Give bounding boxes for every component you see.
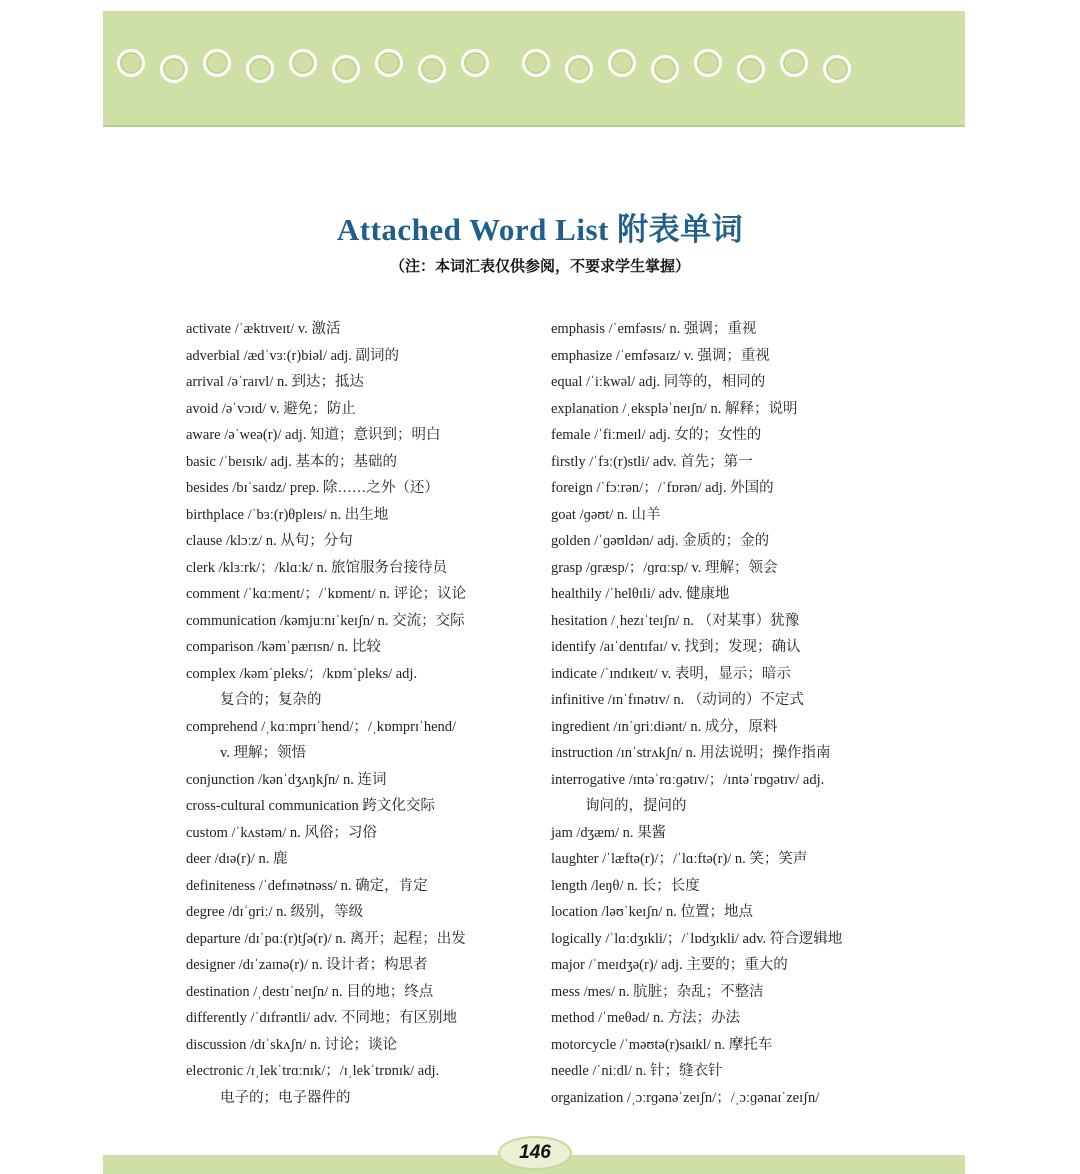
word-entry: instruction /ɪnˈstrʌkʃn/ n. 用法说明；操作指南 <box>551 745 831 761</box>
ring-icon <box>651 55 679 83</box>
word-entry: emphasis /ˈemfəsɪs/ n. 强调；重视 <box>551 321 757 337</box>
word-entry: differently /ˈdɪfrəntli/ adv. 不同地；有区别地 <box>186 1010 458 1026</box>
word-entry: ingredient /ɪnˈɡriːdiənt/ n. 成分，原料 <box>551 718 778 735</box>
word-entry: jam /dʒæm/ n. 果酱 <box>551 824 667 841</box>
word-entry-continuation: v. 理解；领悟 <box>220 745 307 761</box>
word-entry: laughter /ˈlæftə(r)/；/ˈlɑːftə(r)/ n. 笑；笑声 <box>551 851 808 867</box>
word-entry: comparison /kəmˈpærɪsn/ n. 比较 <box>186 639 381 655</box>
ring-icon <box>289 49 317 77</box>
ring-icon <box>608 49 636 77</box>
word-entry: departure /dɪˈpɑː(r)tʃə(r)/ n. 离开；起程；出发 <box>186 930 466 947</box>
word-entry: degree /dɪˈɡriː/ n. 级别，等级 <box>186 904 364 920</box>
word-entry: conjunction /kənˈdʒʌŋkʃn/ n. 连词 <box>186 771 387 788</box>
word-entry: comment /ˈkɑːment/；/ˈkɒment/ n. 评论；议论 <box>186 586 467 602</box>
word-entry-continuation: 询问的，提问的 <box>585 798 687 814</box>
word-entry: hesitation /ˌhezɪˈteɪʃn/ n. （对某事）犹豫 <box>551 612 800 629</box>
word-entry-continuation: 电子的；电子器件的 <box>220 1089 351 1106</box>
ring-icon <box>117 49 145 77</box>
ring-icon <box>737 55 765 83</box>
word-entry: logically /ˈlɑːdʒɪkli/；/ˈlɒdʒɪkli/ adv. 符合逻辑地 <box>551 930 843 947</box>
page-title: Attached Word List 附表单词 <box>336 212 744 247</box>
word-list-left-column <box>186 316 531 1111</box>
word-entry: length /leŋθ/ n. 长；长度 <box>551 877 700 894</box>
word-entry: clause /klɔːz/ n. 从句；分句 <box>186 533 353 549</box>
word-entry: motorcycle /ˈməʊtə(r)saɪkl/ n. 摩托车 <box>551 1036 773 1053</box>
word-entry: electronic /ɪˌlekˈtrɑːnɪk/；/ɪˌlekˈtrɒnɪk/ adj. <box>186 1063 440 1079</box>
ring-icon <box>694 49 722 77</box>
word-entry: healthily /ˈhelθɪli/ adv. 健康地 <box>551 586 730 602</box>
word-entry: foreign /ˈfɔːrən/；/ˈfɒrən/ adj. 外国的 <box>551 480 774 496</box>
word-entry: clerk /klɜːrk/；/klɑːk/ n. 旅馆服务台接待员 <box>186 559 447 576</box>
word-entry: indicate /ˈɪndɪkeɪt/ v. 表明，显示；暗示 <box>551 665 791 682</box>
word-list-right-column <box>551 316 896 1111</box>
word-entry: complex /kəmˈpleks/；/kɒmˈpleks/ adj. <box>186 665 418 682</box>
word-entry: emphasize /ˈemfəsaɪz/ v. 强调；重视 <box>551 347 770 364</box>
word-entry: adverbial /ædˈvɜː(r)biəl/ adj. 副词的 <box>186 347 400 364</box>
word-entry: basic /ˈbeɪsɪk/ adj. 基本的；基础的 <box>186 453 398 470</box>
decorative-rings <box>117 49 851 83</box>
ring-icon <box>332 55 360 83</box>
page-header <box>0 204 1080 276</box>
word-entry: comprehend /ˌkɑːmprɪˈhend/；/ˌkɒmprɪˈhend/ <box>186 718 457 735</box>
word-entry-continuation: 复合的；复杂的 <box>220 692 322 708</box>
word-entry: firstly /ˈfɜː(r)stli/ adv. 首先；第一 <box>551 453 753 470</box>
ring-icon <box>203 49 231 77</box>
word-entry: deer /dɪə(r)/ n. 鹿 <box>186 851 288 867</box>
ring-icon <box>246 55 274 83</box>
word-entry: grasp /ɡræsp/；/ɡrɑːsp/ v. 理解；领会 <box>551 559 778 576</box>
header-decoration-band <box>103 11 965 125</box>
word-entry: destination /ˌdestɪˈneɪʃn/ n. 目的地；终点 <box>186 983 434 1000</box>
ring-icon <box>565 55 593 83</box>
word-entry: communication /kəmjuːnɪˈkeɪʃn/ n. 交流；交际 <box>186 612 465 629</box>
word-entry: infinitive /ɪnˈfɪnətɪv/ n. （动词的）不定式 <box>551 692 804 708</box>
word-entry: identify /aɪˈdentɪfaɪ/ v. 找到；发现；确认 <box>551 639 801 655</box>
page-note: （注：本词汇表仅供参阅，不要求学生掌握） <box>389 257 690 275</box>
word-entry: birthplace /ˈbɜː(r)θpleɪs/ n. 出生地 <box>186 506 389 523</box>
ring-icon <box>375 49 403 77</box>
ring-icon <box>418 55 446 83</box>
word-entry: equal /ˈiːkwəl/ adj. 同等的，相同的 <box>551 374 766 390</box>
word-entry: definiteness /ˈdefɪnətnəss/ n. 确定，肯定 <box>186 877 428 894</box>
word-entry: aware /əˈweə(r)/ adj. 知道；意识到；明白 <box>186 427 441 443</box>
word-entry: organization /ˌɔːrɡənəˈzeɪʃn/；/ˌɔːɡənaɪˈzeɪʃn/ <box>551 1089 820 1106</box>
word-entry: major /ˈmeɪdʒə(r)/ adj. 主要的；重大的 <box>551 957 788 973</box>
word-entry: cross-cultural communication 跨文化交际 <box>186 798 435 814</box>
ring-icon <box>461 49 489 77</box>
word-entry: goat /ɡəʊt/ n. 山羊 <box>551 506 661 523</box>
word-entry: besides /bɪˈsaɪdz/ prep. 除……之外（还） <box>186 480 439 496</box>
word-entry: arrival /əˈraɪvl/ n. 到达；抵达 <box>186 374 364 390</box>
word-entry: activate /ˈæktɪveɪt/ v. 激活 <box>186 321 341 337</box>
ring-icon <box>780 49 808 77</box>
word-entry: golden /ˈɡəʊldən/ adj. 金质的；金的 <box>551 533 770 549</box>
ring-icon <box>823 55 851 83</box>
word-entry: avoid /əˈvɔɪd/ v. 避免；防止 <box>186 400 356 417</box>
word-entry: needle /ˈniːdl/ n. 针；缝衣针 <box>551 1063 723 1079</box>
word-entry: mess /mes/ n. 肮脏；杂乱；不整洁 <box>551 983 764 1000</box>
word-entry: location /ləʊˈkeɪʃn/ n. 位置；地点 <box>551 904 754 920</box>
word-entry: method /ˈmeθəd/ n. 方法；办法 <box>551 1010 740 1026</box>
ring-icon <box>522 49 550 77</box>
word-entry: interrogative /ɪntəˈrɑːɡətɪv/；/ɪntəˈrɒɡətɪv/ adj. <box>551 771 825 788</box>
page-number: 146 <box>498 1136 572 1170</box>
word-entry: designer /dɪˈzaɪnə(r)/ n. 设计者；构思者 <box>186 957 428 973</box>
word-entry: explanation /ˌekspləˈneɪʃn/ n. 解释；说明 <box>551 400 798 417</box>
word-entry: discussion /dɪˈskʌʃn/ n. 讨论；谈论 <box>186 1036 398 1053</box>
ring-icon <box>160 55 188 83</box>
word-entry: custom /ˈkʌstəm/ n. 风俗；习俗 <box>186 824 377 841</box>
word-entry: female /ˈfiːmeɪl/ adj. 女的；女性的 <box>551 427 762 443</box>
